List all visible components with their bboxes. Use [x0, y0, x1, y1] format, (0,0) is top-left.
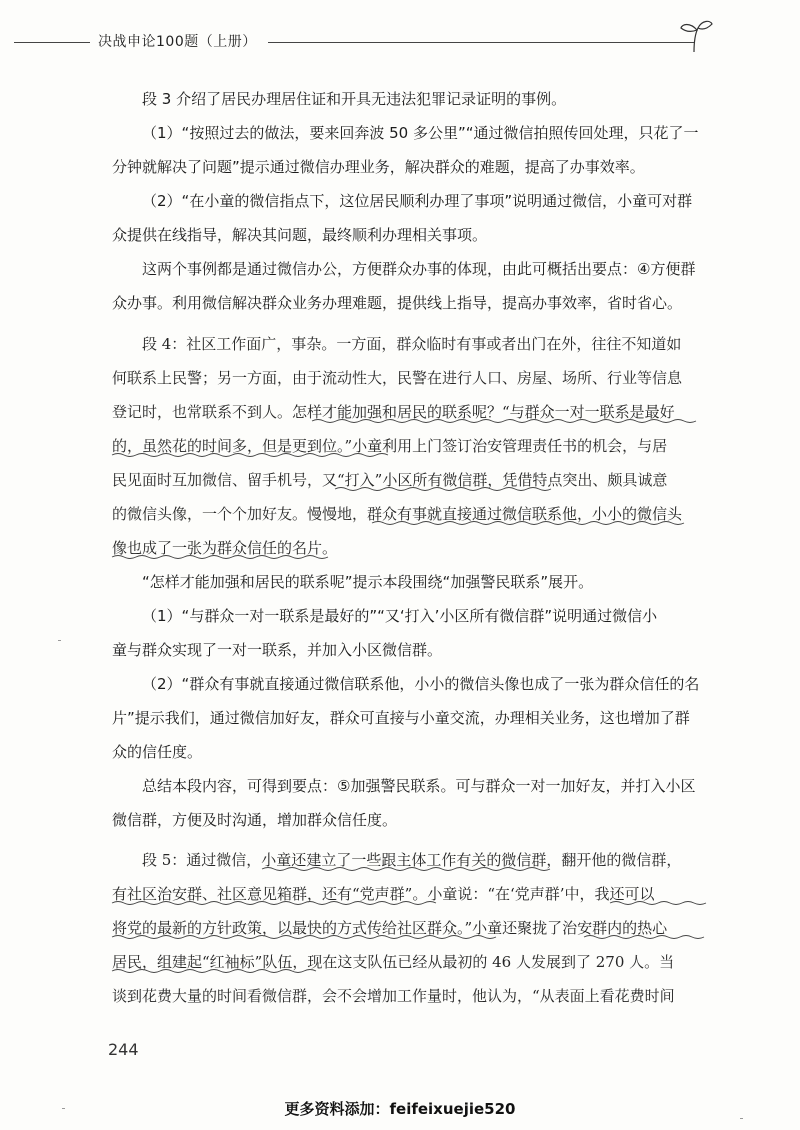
text-line: （2）“群众有事就直接通过微信联系他，小小的微信头像也成了一张为群众信任的名	[142, 675, 700, 693]
text-line: （1）“按照过去的做法，要来回奔波 50 多公里”“通过微信拍照传回处理，只花了一	[142, 124, 699, 142]
text-line: 民见面时互加微信、留手机号，又“打入”小区所有微信群，凭借特点突出、颇具诚意	[112, 471, 668, 489]
scan-speck	[58, 640, 61, 641]
footer-promo: 更多资料添加：feifeixuejie520	[284, 1100, 516, 1118]
running-header	[0, 14, 800, 54]
text-line: 这两个事例都是通过微信办公，方便群众办事的体现，由此可概括出要点：④方便群	[142, 260, 696, 278]
sprout-icon	[676, 18, 716, 54]
text-line: 众办事。利用微信解决群众业务办理难题，提供线上指导，提高办事效率，省时省心。	[112, 294, 683, 312]
text-line: 将党的最新的方针政策，以最快的方式传给社区群众。”小童还聚拢了治安群内的热心	[112, 919, 668, 937]
text-line: 的微信头像，一个个加好友。慢慢地，群众有事就直接通过微信联系他，小小的微信头	[112, 505, 683, 523]
text-line: 何联系上民警；另一方面，由于流动性大，民警在进行人口、房屋、场所、行业等信息	[112, 369, 683, 387]
text-line: 登记时，也常联系不到人。怎样才能加强和居民的联系呢？“与群众一对一联系是最好	[112, 403, 675, 421]
book-title: 决战申论100题（上册）	[98, 34, 257, 50]
text-line: 有社区治安群、社区意见箱群，还有“党声群”。小童说：“在‘党声群’中，我还可以	[112, 885, 655, 903]
text-line: 总结本段内容，可得到要点：⑤加强警民联系。可与群众一对一加好友，并打入小区	[142, 777, 696, 795]
text-line: 居民，组建起“红袖标”队伍，现在这支队伍已经从最初的 46 人发展到了 270 人。当	[112, 953, 675, 971]
text-line: 的，虽然花的时间多，但是更到位。”小童利用上门签订治安管理责任书的机会，与居	[112, 437, 668, 455]
text-line: 段 4：社区工作面广，事杂。一方面，群众临时有事或者出门在外，往往不知道如	[142, 335, 682, 353]
text-line: 段 3 介绍了居民办理居住证和开具无违法犯罪记录证明的事例。	[142, 90, 567, 108]
header-rule-left	[14, 42, 90, 43]
text-line: 谈到花费大量的时间看微信群，会不会增加工作量时，他认为，“从表面上看花费时间	[112, 987, 675, 1005]
text-line: 众提供在线指导，解决其问题，最终顺利办理相关事项。	[112, 226, 488, 244]
text-line: （1）“与群众一对一联系是最好的”“又‘打入’小区所有微信群”说明通过微信小	[142, 607, 658, 625]
text-line: 像也成了一张为群众信任的名片。	[112, 539, 338, 557]
page-number: 244	[108, 1040, 139, 1059]
text-line: （2）“在小童的微信指点下，这位居民顺利办理了事项”说明通过微信，小童可对群	[142, 192, 693, 210]
text-line: 分钟就解决了问题”提示通过微信办理业务，解决群众的难题，提高了办事效率。	[112, 158, 645, 176]
text-line: 众的信任度。	[112, 743, 203, 761]
text-line: 童与群众实现了一对一联系，并加入小区微信群。	[112, 641, 443, 659]
text-line: “怎样才能加强和居民的联系呢”提示本段围绕“加强警民联系”展开。	[142, 573, 594, 591]
text-line: 微信群，方便及时沟通，增加群众信任度。	[112, 811, 398, 829]
text-line: 段 5：通过微信，小童还建立了一些跟主体工作有关的微信群，翻开他的微信群，	[142, 851, 682, 869]
header-rule-right	[268, 42, 694, 43]
text-line: 片”提示我们，通过微信加好友，群众可直接与小童交流，办理相关业务，这也增加了群	[112, 709, 690, 727]
